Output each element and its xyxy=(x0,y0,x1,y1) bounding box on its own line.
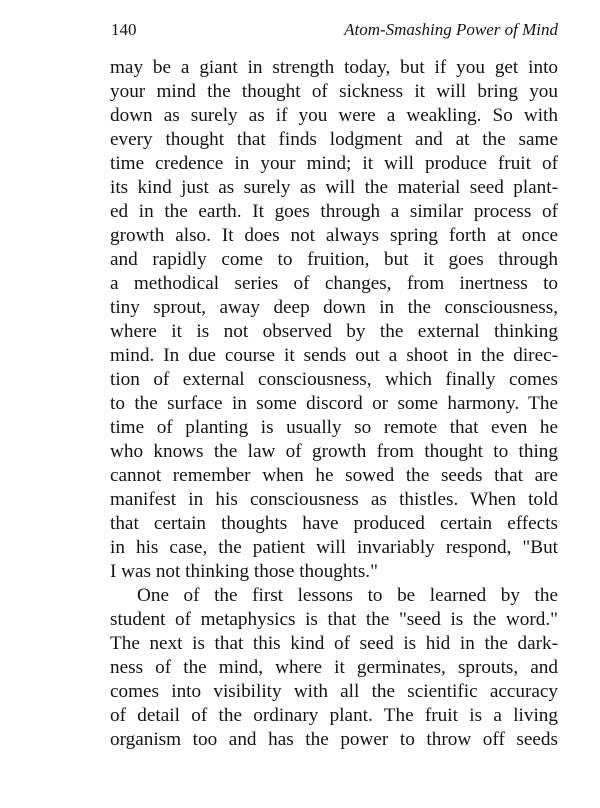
text-line: mind. In due course it sends out a shoot in the direc- xyxy=(110,345,558,366)
running-header xyxy=(111,20,558,46)
text-line: to the surface in some discord or some harmony. The xyxy=(110,393,558,414)
text-line: every thought that finds lodgment and at the same xyxy=(110,129,558,150)
text-line: time of planting is usually so remote that even he xyxy=(110,417,558,438)
text-line: your mind the thought of sickness it will bring you xyxy=(110,81,558,102)
text-line: I was not thinking those thoughts." xyxy=(110,561,378,582)
page-body-text xyxy=(110,56,558,752)
text-line: who knows the law of growth from thought to thing xyxy=(110,441,558,462)
text-line: in his case, the patient will invariably respond, "But xyxy=(110,537,558,558)
text-line: ed in the earth. It goes through a similar process of xyxy=(110,201,558,222)
text-line: manifest in his consciousness as thistles. When told xyxy=(110,489,558,510)
text-line: growth also. It does not always spring forth at once xyxy=(110,225,558,246)
text-line: and rapidly come to fruition, but it goes through xyxy=(110,249,558,270)
text-line: time credence in your mind; it will produce fruit of xyxy=(110,153,558,174)
text-line: One of the first lessons to be learned by the xyxy=(137,585,558,606)
text-line: may be a giant in strength today, but if you get into xyxy=(110,57,558,78)
text-line: its kind just as surely as will the material seed plant- xyxy=(110,177,558,198)
running-title: Atom-Smashing Power of Mind xyxy=(344,20,558,39)
text-line: down as surely as if you were a weakling. So with xyxy=(110,105,558,126)
text-line: The next is that this kind of seed is hid in the dark- xyxy=(110,633,558,654)
text-line: student of metaphysics is that the "seed is the word." xyxy=(110,609,558,630)
text-line: tion of external consciousness, which finally comes xyxy=(110,369,558,390)
text-line: tiny sprout, away deep down in the consciousness, xyxy=(110,297,558,318)
text-line: comes into visibility with all the scientific accuracy xyxy=(110,681,558,702)
text-line: cannot remember when he sowed the seeds that are xyxy=(110,465,558,486)
text-line: of detail of the ordinary plant. The fruit is a living xyxy=(110,705,558,726)
text-line: organism too and has the power to throw off seeds xyxy=(110,729,558,750)
text-line: ness of the mind, where it germinates, sprouts, and xyxy=(110,657,558,678)
text-line: a methodical series of changes, from inertness to xyxy=(110,273,558,294)
text-line: that certain thoughts have produced certain effects xyxy=(110,513,558,534)
text-line: where it is not observed by the external thinking xyxy=(110,321,558,342)
page-number: 140 xyxy=(111,20,137,39)
